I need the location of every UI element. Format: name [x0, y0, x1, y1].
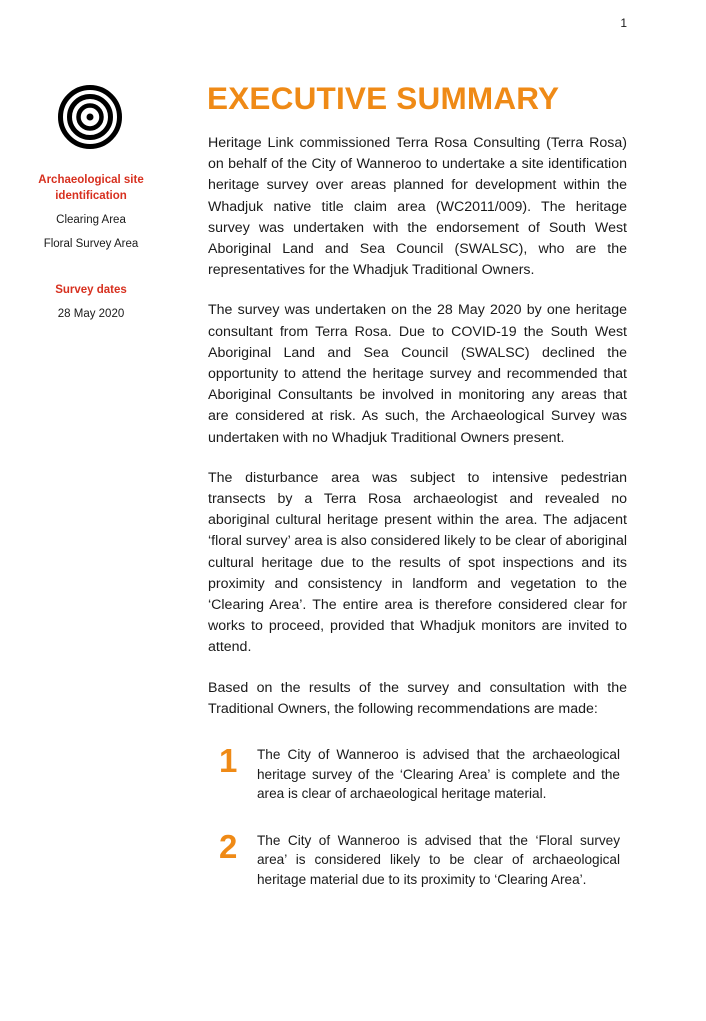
paragraph: The survey was undertaken on the 28 May 2020 by one heritage consultant from Terra Rosa. Due to COVID-19 the South West Aboriginal Land and Sea Council (SWALSC) declined the opportunity to attend the heritage survey and recommended that Aboriginal Consultants be involved in monitoring any areas that are considered at risk. As such, the Archaeological Survey was undertaken with no Whadjuk Traditional Owners present.: [208, 302, 627, 446]
recommendation-number: 1: [219, 742, 238, 779]
concentric-circles-icon: [57, 84, 123, 150]
site-item-floral-survey-area: Floral Survey Area: [43, 238, 139, 250]
paragraph: Heritage Link commissioned Terra Rosa Consulting (Terra Rosa) on behalf of the City of Wanneroo to undertake a site identification heritage survey over areas planned for development within the Whadjuk native title claim area (WC2011/009). The heritage survey was undertaken with the endorsement of South West Aboriginal Land and Sea Council (SWALSC), who are the representatives for the Whadjuk Traditional Owners.: [208, 135, 627, 279]
recommendation-number: 2: [219, 827, 238, 865]
site-identification-heading: Archaeological site identification: [38, 174, 144, 202]
sidebar: [20, 172, 162, 322]
summary-body: [208, 133, 627, 739]
page-title: EXECUTIVE SUMMARY: [207, 80, 560, 116]
survey-date-value: 28 May 2020: [57, 308, 125, 320]
paragraph: Based on the results of the survey and consultation with the Traditional Owners, the following recommendations are made:: [208, 679, 627, 717]
recommendations-list: [214, 742, 620, 889]
site-item-clearing-area: Clearing Area: [56, 214, 126, 226]
recommendation-text: The City of Wanneroo is advised that the ‘Floral survey area’ is considered likely to be clear of archaeological heritage material due to its proximity to ‘Clearing Area’.: [257, 832, 620, 887]
recommendation-text: The City of Wanneroo is advised that the archaeological heritage survey of the ‘Clearing Area’ is complete and the area is clear of archaeological heritage material.: [257, 747, 620, 801]
recommendation-item: [214, 827, 620, 890]
survey-dates-heading: Survey dates: [55, 284, 127, 296]
paragraph: The disturbance area was subject to intensive pedestrian transects by a Terra Rosa archaeologist and revealed no aboriginal cultural heritage present within the area. The adjacent ‘floral survey’ area is also considered likely to be clear of aboriginal cultural heritage due to the results of spot inspections and its proximity and consistency in landform and vegetation to the ‘Clearing Area’. The entire area is therefore considered clear for works to proceed, provided that Whadjuk monitors are invited to attend.: [208, 469, 628, 656]
recommendation-item: [214, 742, 620, 804]
page-number: 1: [620, 16, 627, 30]
